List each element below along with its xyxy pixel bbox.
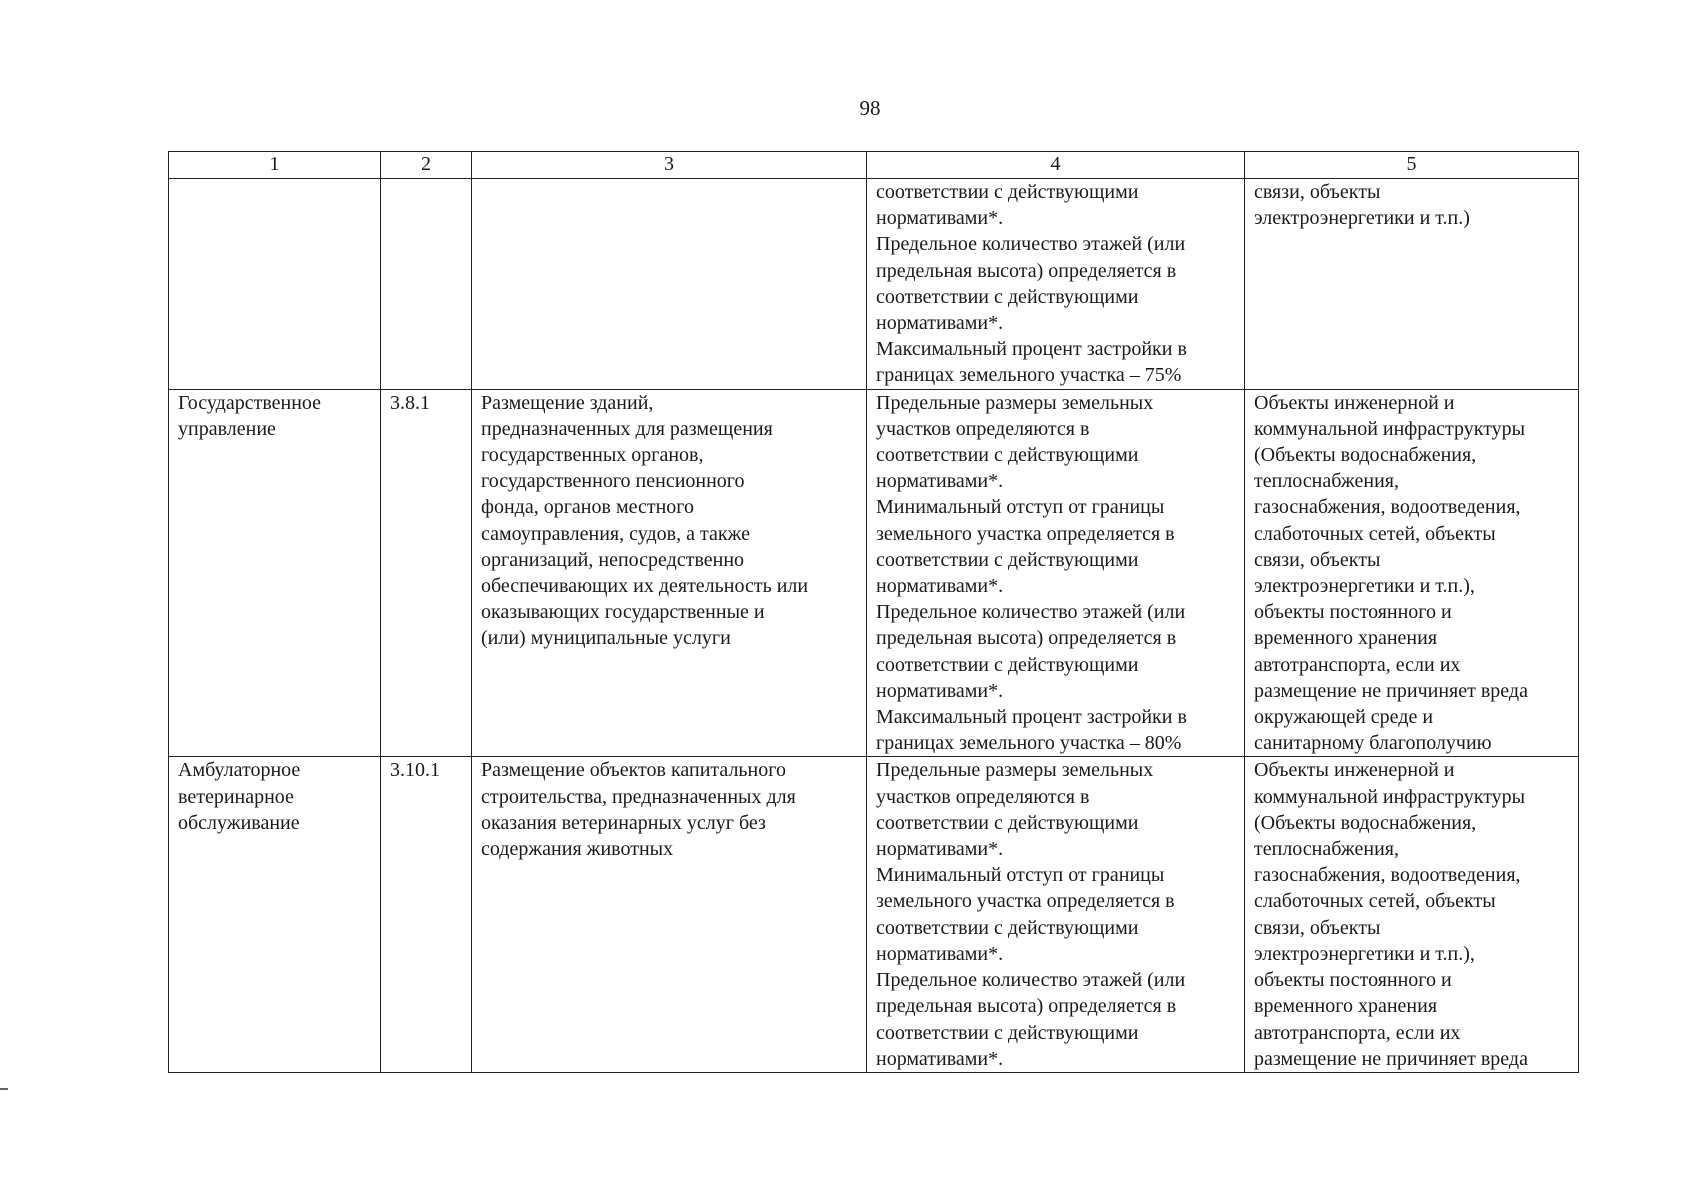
cell-text-line: оказания ветеринарных услуг без: [481, 811, 766, 834]
cell-parameters: [867, 757, 1245, 1072]
cell-text-line: связи, объекты: [1254, 916, 1381, 939]
table-row: [169, 757, 1579, 1072]
cell-text-line: Предельное количество этажей (или: [876, 233, 1186, 256]
cell-text-line: размещение не причиняет вреда: [1254, 1047, 1528, 1070]
cell-text-line: Государственное: [178, 391, 322, 414]
cell-text-line: соответствии с действующими: [876, 444, 1139, 467]
cell-text-line: электроэнергетики и т.п.),: [1254, 575, 1475, 598]
cell-text-line: автотранспорта, если их: [1254, 1021, 1461, 1044]
column-header-2: 2: [381, 152, 472, 179]
cell-auxiliary-uses: [1245, 757, 1579, 1072]
table-header-row: [169, 152, 1579, 179]
cell-text-line: нормативами*.: [876, 942, 1004, 965]
cell-text-line: участков определяются в: [876, 417, 1090, 440]
cell-text-line: временного хранения: [1254, 995, 1438, 1018]
cell-text-line: объекты постоянного и: [1254, 601, 1452, 624]
cell-text-line: Объекты инженерной и: [1254, 759, 1455, 782]
cell-name: [169, 757, 381, 1072]
cell-code: 3.10.1: [381, 757, 472, 1072]
cell-auxiliary-uses: [1245, 389, 1579, 757]
cell-name: [169, 389, 381, 757]
cell-auxiliary-uses: [1245, 179, 1579, 390]
cell-text-line: коммунальной инфраструктуры: [1254, 417, 1526, 440]
cell-text-line: государственных органов,: [481, 444, 704, 467]
cell-text-line: соответствии с действующими: [876, 811, 1139, 834]
cell-text-line: Минимальный отступ от границы: [876, 496, 1165, 519]
cell-text-line: электроэнергетики и т.п.),: [1254, 942, 1475, 965]
page-number: 98: [859, 96, 881, 120]
cell-text-line: объекты постоянного и: [1254, 969, 1452, 992]
cell-text-line: нормативами*.: [876, 838, 1004, 861]
cell-text-line: Максимальный процент застройки в: [876, 706, 1187, 729]
cell-text-line: предельная высота) определяется в: [876, 627, 1177, 650]
cell-text-line: Минимальный отступ от границы: [876, 864, 1165, 887]
cell-text-line: слаботочных сетей, объекты: [1254, 522, 1496, 545]
cell-text-line: слаботочных сетей, объекты: [1254, 890, 1496, 913]
cell-text-line: обслуживание: [178, 811, 300, 834]
cell-text-line: Размещение зданий,: [481, 391, 654, 414]
cell-text-line: организаций, непосредственно: [481, 548, 745, 571]
cell-text-line: Амбулаторное: [178, 759, 301, 782]
cell-text-line: (Объекты водоснабжения,: [1254, 811, 1477, 834]
cell-text-line: обеспечивающих их деятельность или: [481, 575, 809, 598]
cell-text-line: электроэнергетики и т.п.): [1254, 207, 1470, 230]
cell-name: [169, 179, 381, 390]
cell-text-line: автотранспорта, если их: [1254, 653, 1461, 676]
cell-text-line: предельная высота) определяется в: [876, 995, 1177, 1018]
cell-text-line: ветеринарное: [178, 785, 294, 808]
cell-description: [472, 389, 867, 757]
cell-text-line: газоснабжения, водоотведения,: [1254, 496, 1521, 519]
table-row: [169, 389, 1579, 757]
cell-text-line: фонда, органов местного: [481, 496, 694, 519]
cell-text-line: размещение не причиняет вреда: [1254, 679, 1528, 702]
margin-mark: [0, 1088, 8, 1090]
cell-text-line: соответствии с действующими: [876, 181, 1139, 203]
cell-text-line: содержания животных: [481, 838, 674, 861]
cell-text-line: строительства, предназначенных для: [481, 785, 796, 808]
land-use-table: [168, 151, 1579, 1073]
cell-text-line: участков определяются в: [876, 785, 1090, 808]
cell-text-line: Размещение объектов капитального: [481, 759, 786, 782]
cell-text-line: Предельное количество этажей (или: [876, 969, 1186, 992]
column-header-4: 4: [867, 152, 1245, 179]
cell-text-line: Предельное количество этажей (или: [876, 601, 1186, 624]
cell-text-line: границах земельного участка – 80%: [876, 732, 1182, 755]
cell-text-line: государственного пенсионного: [481, 470, 745, 493]
cell-text-line: самоуправления, судов, а также: [481, 522, 750, 545]
cell-text-line: газоснабжения, водоотведения,: [1254, 864, 1521, 887]
cell-description: [472, 757, 867, 1072]
cell-text-line: связи, объекты: [1254, 181, 1381, 203]
table-row-continued: [169, 179, 1579, 390]
cell-text-line: Объекты инженерной и: [1254, 391, 1455, 414]
cell-parameters: [867, 179, 1245, 390]
cell-text-line: соответствии с действующими: [876, 285, 1139, 308]
cell-description: [472, 179, 867, 390]
cell-text-line: коммунальной инфраструктуры: [1254, 785, 1526, 808]
cell-text-line: теплоснабжения,: [1254, 838, 1399, 861]
cell-parameters: [867, 389, 1245, 757]
cell-text-line: оказывающих государственные и: [481, 601, 765, 624]
column-header-3: 3: [472, 152, 867, 179]
cell-text-line: управление: [178, 417, 276, 440]
cell-text-line: нормативами*.: [876, 312, 1004, 335]
cell-text-line: соответствии с действующими: [876, 916, 1139, 939]
cell-text-line: предельная высота) определяется в: [876, 259, 1177, 282]
cell-text-line: связи, объекты: [1254, 548, 1381, 571]
cell-text-line: предназначенных для размещения: [481, 417, 773, 440]
cell-text-line: Предельные размеры земельных: [876, 391, 1154, 414]
cell-text-line: земельного участка определяется в: [876, 522, 1175, 545]
cell-text-line: нормативами*.: [876, 207, 1004, 230]
cell-text-line: окружающей среде и: [1254, 706, 1434, 729]
cell-code: 3.8.1: [381, 389, 472, 757]
cell-text-line: Предельные размеры земельных: [876, 759, 1154, 782]
cell-text-line: нормативами*.: [876, 679, 1004, 702]
cell-text-line: соответствии с действующими: [876, 653, 1139, 676]
cell-text-line: нормативами*.: [876, 1047, 1004, 1070]
cell-code: [381, 179, 472, 390]
cell-text-line: (Объекты водоснабжения,: [1254, 444, 1477, 467]
cell-text-line: нормативами*.: [876, 575, 1004, 598]
cell-text-line: границах земельного участка – 75%: [876, 364, 1182, 387]
cell-text-line: теплоснабжения,: [1254, 470, 1399, 493]
column-header-5: 5: [1245, 152, 1579, 179]
cell-text-line: соответствии с действующими: [876, 1021, 1139, 1044]
column-header-1: 1: [169, 152, 381, 179]
cell-text-line: (или) муниципальные услуги: [481, 627, 731, 650]
cell-text-line: соответствии с действующими: [876, 548, 1139, 571]
cell-text-line: временного хранения: [1254, 627, 1438, 650]
cell-text-line: Максимальный процент застройки в: [876, 338, 1187, 361]
cell-text-line: земельного участка определяется в: [876, 890, 1175, 913]
cell-text-line: санитарному благополучию: [1254, 732, 1492, 755]
cell-text-line: нормативами*.: [876, 470, 1004, 493]
